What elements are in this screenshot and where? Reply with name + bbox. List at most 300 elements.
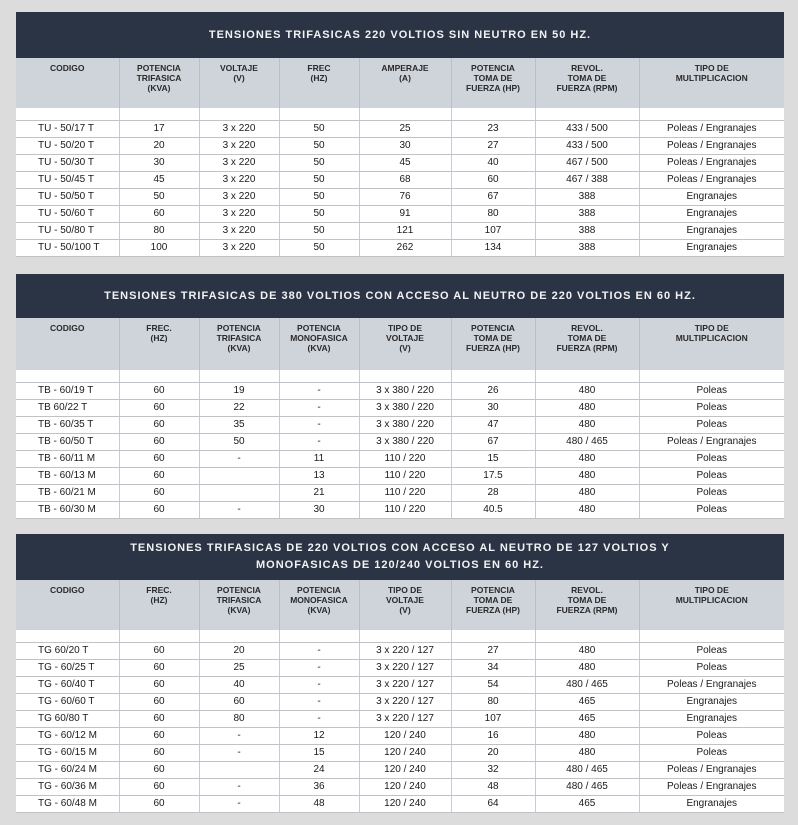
model-code-cell: TG 60/20 T bbox=[16, 643, 119, 660]
table-cell: 50 bbox=[279, 172, 359, 189]
table-cell: 3 x 380 / 220 bbox=[359, 383, 451, 400]
spacer-cell bbox=[16, 108, 119, 121]
column-header-line: TIPO DE bbox=[694, 63, 729, 73]
column-header-line: TRIFASICA bbox=[136, 73, 182, 83]
column-header-line: POTENCIA bbox=[217, 585, 261, 595]
table-cell: 60 bbox=[119, 728, 199, 745]
table-cell: 45 bbox=[359, 155, 451, 172]
table-row bbox=[16, 206, 784, 223]
table-cell: 60 bbox=[119, 762, 199, 779]
table-cell: - bbox=[279, 643, 359, 660]
column-header-line: (V) bbox=[233, 73, 245, 83]
table-row bbox=[16, 485, 784, 502]
column-header-line: FREC bbox=[307, 63, 331, 73]
model-code-cell: TU - 50/45 T bbox=[16, 172, 119, 189]
column-header-line: REVOL. bbox=[571, 323, 603, 333]
table-cell: 388 bbox=[535, 206, 639, 223]
table-cell: 3 x 380 / 220 bbox=[359, 434, 451, 451]
model-code-cell: TU - 50/17 T bbox=[16, 121, 119, 138]
table-cell: 16 bbox=[451, 728, 535, 745]
table-cell: 67 bbox=[451, 189, 535, 206]
table-cell: 50 bbox=[279, 121, 359, 138]
column-header-line: FUERZA (HP) bbox=[466, 343, 520, 353]
table-row bbox=[16, 728, 784, 745]
table-cell: - bbox=[199, 451, 279, 468]
table-row bbox=[16, 155, 784, 172]
model-code-cell: TU - 50/20 T bbox=[16, 138, 119, 155]
column-header bbox=[199, 318, 279, 370]
table-cell: 19 bbox=[199, 383, 279, 400]
spacer-cell bbox=[451, 108, 535, 121]
spacer-cell bbox=[639, 108, 784, 121]
column-header-line: MONOFASICA bbox=[290, 595, 348, 605]
table-cell: 40.5 bbox=[451, 502, 535, 519]
table-cell: 3 x 220 bbox=[199, 138, 279, 155]
table-cell: - bbox=[199, 779, 279, 796]
table-cell: Poleas bbox=[639, 660, 784, 677]
column-header-line: (V) bbox=[399, 343, 411, 353]
table-cell: 60 bbox=[119, 417, 199, 434]
column-header-line: FUERZA (HP) bbox=[466, 83, 520, 93]
table-cell: Poleas bbox=[639, 451, 784, 468]
model-code-cell: TG - 60/36 M bbox=[16, 779, 119, 796]
table-cell: 60 bbox=[119, 383, 199, 400]
column-header-line: VOLTAJE bbox=[220, 63, 258, 73]
column-header-line: TOMA DE bbox=[567, 333, 607, 343]
table-cell: 34 bbox=[451, 660, 535, 677]
table-cell: 30 bbox=[359, 138, 451, 155]
column-header bbox=[16, 58, 119, 108]
column-header-line: (V) bbox=[399, 605, 411, 615]
spec-table bbox=[16, 580, 784, 813]
table-cell: Poleas / Engranajes bbox=[639, 172, 784, 189]
table-title-line-2: MONOFASICAS DE 120/240 VOLTIOS EN 60 HZ. bbox=[256, 559, 544, 571]
table-cell: 60 bbox=[199, 694, 279, 711]
column-header bbox=[535, 58, 639, 108]
column-header bbox=[451, 318, 535, 370]
table-cell: 50 bbox=[279, 138, 359, 155]
table-cell: 60 bbox=[119, 779, 199, 796]
table-cell: 22 bbox=[199, 400, 279, 417]
table-cell: 388 bbox=[535, 189, 639, 206]
spacer-cell bbox=[16, 630, 119, 643]
column-header-line: FUERZA (RPM) bbox=[556, 605, 618, 615]
table-cell: 480 / 465 bbox=[535, 434, 639, 451]
table-row bbox=[16, 172, 784, 189]
table-cell: 480 bbox=[535, 485, 639, 502]
column-header bbox=[359, 58, 451, 108]
table-cell: 3 x 220 / 127 bbox=[359, 643, 451, 660]
column-header-line: VOLTAJE bbox=[386, 595, 424, 605]
table-row bbox=[16, 796, 784, 813]
table-cell: 25 bbox=[359, 121, 451, 138]
spacer-cell bbox=[639, 370, 784, 383]
column-header-line: FREC. bbox=[146, 585, 172, 595]
table-cell: 480 bbox=[535, 728, 639, 745]
column-header bbox=[279, 58, 359, 108]
table-row bbox=[16, 121, 784, 138]
table-cell: 480 bbox=[535, 502, 639, 519]
table-row bbox=[16, 138, 784, 155]
table-cell: 480 bbox=[535, 383, 639, 400]
column-header-line: TIPO DE bbox=[387, 323, 422, 333]
column-header-line: POTENCIA bbox=[137, 63, 181, 73]
column-header-line: TOMA DE bbox=[473, 73, 513, 83]
table-cell: 60 bbox=[119, 451, 199, 468]
column-header-line: (KVA) bbox=[307, 343, 331, 353]
table-title bbox=[16, 534, 784, 580]
table-row bbox=[16, 711, 784, 728]
table-row bbox=[16, 400, 784, 417]
table-cell: 3 x 220 bbox=[199, 155, 279, 172]
table-cell: - bbox=[199, 745, 279, 762]
table-cell: Poleas / Engranajes bbox=[639, 121, 784, 138]
model-code-cell: TG - 60/25 T bbox=[16, 660, 119, 677]
table-cell: 68 bbox=[359, 172, 451, 189]
model-code-cell: TG - 60/40 T bbox=[16, 677, 119, 694]
table-cell: Engranajes bbox=[639, 223, 784, 240]
column-header-line: (KVA) bbox=[227, 605, 251, 615]
model-code-cell: TB - 60/13 M bbox=[16, 468, 119, 485]
column-header-line: POTENCIA bbox=[471, 63, 515, 73]
table-cell: 465 bbox=[535, 796, 639, 813]
table-cell: 134 bbox=[451, 240, 535, 257]
table-title-line-1: TENSIONES TRIFASICAS DE 220 VOLTIOS CON ACCESO AL NEUTRO DE 127 VOLTIOS Y bbox=[130, 542, 670, 554]
table-cell: Poleas bbox=[639, 728, 784, 745]
column-header-line: POTENCIA bbox=[471, 585, 515, 595]
table-cell: 60 bbox=[119, 711, 199, 728]
spacer-cell bbox=[199, 630, 279, 643]
table-cell: Engranajes bbox=[639, 694, 784, 711]
table-cell: 480 bbox=[535, 660, 639, 677]
table-cell: 3 x 220 bbox=[199, 206, 279, 223]
column-header-line: (A) bbox=[399, 73, 411, 83]
model-code-cell: TB - 60/50 T bbox=[16, 434, 119, 451]
spacer-cell bbox=[279, 630, 359, 643]
table-cell: 107 bbox=[451, 711, 535, 728]
table-cell: 50 bbox=[279, 240, 359, 257]
table-spacer-row bbox=[16, 108, 784, 121]
table-cell: - bbox=[199, 796, 279, 813]
column-header-line: MULTIPLICACION bbox=[675, 595, 748, 605]
column-header-line: (KVA) bbox=[307, 605, 331, 615]
table-row bbox=[16, 745, 784, 762]
column-header-line: REVOL. bbox=[571, 585, 603, 595]
table-cell: 25 bbox=[199, 660, 279, 677]
column-header-line: POTENCIA bbox=[471, 323, 515, 333]
table-row bbox=[16, 502, 784, 519]
table-cell: Poleas bbox=[639, 745, 784, 762]
column-header-line: CODIGO bbox=[50, 323, 85, 333]
column-header-line: MULTIPLICACION bbox=[675, 333, 748, 343]
table-cell: 40 bbox=[451, 155, 535, 172]
column-header bbox=[199, 580, 279, 630]
column-header bbox=[451, 580, 535, 630]
column-header-line: MONOFASICA bbox=[290, 333, 348, 343]
column-header bbox=[119, 58, 199, 108]
model-code-cell: TB - 60/11 M bbox=[16, 451, 119, 468]
table-cell bbox=[199, 468, 279, 485]
column-header-line: CODIGO bbox=[50, 585, 85, 595]
table-title bbox=[16, 12, 784, 58]
spacer-cell bbox=[451, 370, 535, 383]
table-row bbox=[16, 694, 784, 711]
model-code-cell: TG - 60/12 M bbox=[16, 728, 119, 745]
column-header-line: FUERZA (HP) bbox=[466, 605, 520, 615]
table-cell: 76 bbox=[359, 189, 451, 206]
table-cell: 480 / 465 bbox=[535, 762, 639, 779]
table-row bbox=[16, 451, 784, 468]
table-row bbox=[16, 417, 784, 434]
spacer-cell bbox=[119, 108, 199, 121]
table-cell: 480 bbox=[535, 417, 639, 434]
table-block-380v-60hz bbox=[16, 274, 784, 519]
table-cell: 60 bbox=[119, 745, 199, 762]
table-cell: 60 bbox=[119, 206, 199, 223]
table-cell: 121 bbox=[359, 223, 451, 240]
column-header bbox=[535, 580, 639, 630]
table-cell: - bbox=[279, 711, 359, 728]
table-row bbox=[16, 660, 784, 677]
spacer-cell bbox=[359, 370, 451, 383]
column-header bbox=[279, 580, 359, 630]
column-header-line: TOMA DE bbox=[473, 333, 513, 343]
spacer-cell bbox=[359, 630, 451, 643]
column-header-line: FUERZA (RPM) bbox=[556, 343, 618, 353]
table-cell: - bbox=[279, 383, 359, 400]
table-cell: 110 / 220 bbox=[359, 468, 451, 485]
model-code-cell: TU - 50/80 T bbox=[16, 223, 119, 240]
model-code-cell: TG 60/80 T bbox=[16, 711, 119, 728]
column-header-line: POTENCIA bbox=[297, 323, 341, 333]
table-block-220v-127v-60hz bbox=[16, 534, 784, 813]
spacer-cell bbox=[451, 630, 535, 643]
column-header-line: TRIFASICA bbox=[216, 333, 262, 343]
spacer-cell bbox=[639, 630, 784, 643]
table-cell: 388 bbox=[535, 240, 639, 257]
column-header bbox=[199, 58, 279, 108]
table-cell: 465 bbox=[535, 694, 639, 711]
model-code-cell: TB - 60/35 T bbox=[16, 417, 119, 434]
table-cell: 60 bbox=[119, 400, 199, 417]
table-cell: 32 bbox=[451, 762, 535, 779]
column-header bbox=[639, 58, 784, 108]
table-cell: - bbox=[279, 417, 359, 434]
table-cell: 3 x 220 bbox=[199, 223, 279, 240]
model-code-cell: TU - 50/100 T bbox=[16, 240, 119, 257]
model-code-cell: TB - 60/21 M bbox=[16, 485, 119, 502]
model-code-cell: TB - 60/30 M bbox=[16, 502, 119, 519]
table-cell: 60 bbox=[119, 694, 199, 711]
table-cell: 120 / 240 bbox=[359, 745, 451, 762]
table-cell: 3 x 220 / 127 bbox=[359, 677, 451, 694]
table-cell: 480 / 465 bbox=[535, 779, 639, 796]
column-header-line: (HZ) bbox=[310, 73, 328, 83]
table-cell: - bbox=[279, 400, 359, 417]
table-title-text: TENSIONES TRIFASICAS DE 380 VOLTIOS CON ACCESO AL NEUTRO DE 220 VOLTIOS EN 60 HZ. bbox=[104, 289, 696, 302]
table-cell: 11 bbox=[279, 451, 359, 468]
column-header-line: (KVA) bbox=[147, 83, 171, 93]
table-cell: 50 bbox=[279, 206, 359, 223]
table-cell: 3 x 220 bbox=[199, 172, 279, 189]
column-header bbox=[359, 580, 451, 630]
table-cell: 24 bbox=[279, 762, 359, 779]
table-row bbox=[16, 643, 784, 660]
table-title-text: TENSIONES TRIFASICAS 220 VOLTIOS SIN NEUTRO EN 50 HZ. bbox=[208, 28, 592, 41]
table-cell: 17.5 bbox=[451, 468, 535, 485]
table-cell: 262 bbox=[359, 240, 451, 257]
table-cell: 30 bbox=[279, 502, 359, 519]
table-cell: 388 bbox=[535, 223, 639, 240]
table-cell: Poleas bbox=[639, 502, 784, 519]
table-cell: 40 bbox=[199, 677, 279, 694]
model-code-cell: TB 60/22 T bbox=[16, 400, 119, 417]
table-cell: 17 bbox=[119, 121, 199, 138]
model-code-cell: TG - 60/15 M bbox=[16, 745, 119, 762]
spacer-cell bbox=[199, 108, 279, 121]
table-cell: 48 bbox=[451, 779, 535, 796]
table-cell: 67 bbox=[451, 434, 535, 451]
column-header-line: (KVA) bbox=[227, 343, 251, 353]
table-cell: 64 bbox=[451, 796, 535, 813]
table-cell: 110 / 220 bbox=[359, 502, 451, 519]
table-row bbox=[16, 779, 784, 796]
model-code-cell: TG - 60/48 M bbox=[16, 796, 119, 813]
column-header bbox=[639, 318, 784, 370]
table-cell: 3 x 380 / 220 bbox=[359, 400, 451, 417]
model-code-cell: TG - 60/24 M bbox=[16, 762, 119, 779]
table-cell: 20 bbox=[451, 745, 535, 762]
column-header-line: AMPERAJE bbox=[381, 63, 429, 73]
table-cell: 480 bbox=[535, 643, 639, 660]
table-cell: 80 bbox=[199, 711, 279, 728]
table-cell: 465 bbox=[535, 711, 639, 728]
table-cell: 120 / 240 bbox=[359, 796, 451, 813]
column-header-line: FUERZA (RPM) bbox=[556, 83, 618, 93]
spacer-cell bbox=[199, 370, 279, 383]
table-cell: 50 bbox=[119, 189, 199, 206]
table-cell: - bbox=[199, 502, 279, 519]
column-header bbox=[451, 58, 535, 108]
table-cell: - bbox=[279, 677, 359, 694]
table-cell: 13 bbox=[279, 468, 359, 485]
spacer-cell bbox=[535, 630, 639, 643]
table-cell: 15 bbox=[451, 451, 535, 468]
spacer-cell bbox=[16, 370, 119, 383]
table-cell bbox=[199, 762, 279, 779]
table-spacer-row bbox=[16, 370, 784, 383]
column-header-line: VOLTAJE bbox=[386, 333, 424, 343]
table-cell: 48 bbox=[279, 796, 359, 813]
table-cell: 3 x 220 / 127 bbox=[359, 660, 451, 677]
table-cell: 35 bbox=[199, 417, 279, 434]
table-cell: 20 bbox=[119, 138, 199, 155]
column-header-line: POTENCIA bbox=[297, 585, 341, 595]
column-header bbox=[16, 580, 119, 630]
table-cell: Engranajes bbox=[639, 206, 784, 223]
table-cell: 480 bbox=[535, 400, 639, 417]
table-cell: 36 bbox=[279, 779, 359, 796]
table-row bbox=[16, 434, 784, 451]
table-cell: Poleas / Engranajes bbox=[639, 762, 784, 779]
table-cell: 107 bbox=[451, 223, 535, 240]
table-cell: Engranajes bbox=[639, 240, 784, 257]
table-cell: 60 bbox=[119, 468, 199, 485]
table-row bbox=[16, 240, 784, 257]
table-cell: 47 bbox=[451, 417, 535, 434]
spacer-cell bbox=[119, 370, 199, 383]
table-cell: 80 bbox=[451, 206, 535, 223]
model-code-cell: TU - 50/50 T bbox=[16, 189, 119, 206]
column-header bbox=[639, 580, 784, 630]
table-cell: 3 x 220 / 127 bbox=[359, 694, 451, 711]
table-cell bbox=[199, 485, 279, 502]
table-cell: Poleas bbox=[639, 417, 784, 434]
model-code-cell: TG - 60/60 T bbox=[16, 694, 119, 711]
table-cell: 50 bbox=[199, 434, 279, 451]
table-cell: 28 bbox=[451, 485, 535, 502]
column-header bbox=[119, 318, 199, 370]
model-code-cell: TU - 50/30 T bbox=[16, 155, 119, 172]
table-cell: 433 / 500 bbox=[535, 121, 639, 138]
table-cell: 15 bbox=[279, 745, 359, 762]
table-cell: 45 bbox=[119, 172, 199, 189]
table-cell: 3 x 220 bbox=[199, 189, 279, 206]
table-cell: 480 bbox=[535, 451, 639, 468]
column-header bbox=[119, 580, 199, 630]
column-header-line: POTENCIA bbox=[217, 323, 261, 333]
table-cell: - bbox=[279, 694, 359, 711]
spacer-cell bbox=[535, 108, 639, 121]
table-row bbox=[16, 677, 784, 694]
table-cell: 80 bbox=[119, 223, 199, 240]
table-cell: - bbox=[279, 434, 359, 451]
table-cell: 60 bbox=[119, 643, 199, 660]
table-title bbox=[16, 274, 784, 318]
table-cell: 91 bbox=[359, 206, 451, 223]
table-cell: 80 bbox=[451, 694, 535, 711]
column-header bbox=[535, 318, 639, 370]
column-header-line: TOMA DE bbox=[567, 73, 607, 83]
spacer-cell bbox=[535, 370, 639, 383]
table-cell: Poleas bbox=[639, 468, 784, 485]
column-header-line: (HZ) bbox=[150, 333, 168, 343]
table-cell: Poleas / Engranajes bbox=[639, 434, 784, 451]
table-cell: Engranajes bbox=[639, 796, 784, 813]
table-cell: 3 x 380 / 220 bbox=[359, 417, 451, 434]
table-cell: 50 bbox=[279, 155, 359, 172]
column-header bbox=[16, 318, 119, 370]
table-cell: - bbox=[279, 660, 359, 677]
table-cell: 60 bbox=[451, 172, 535, 189]
column-header-line: FREC. bbox=[146, 323, 172, 333]
table-cell: Engranajes bbox=[639, 189, 784, 206]
table-cell: 433 / 500 bbox=[535, 138, 639, 155]
column-header bbox=[279, 318, 359, 370]
column-header-line: TIPO DE bbox=[694, 585, 729, 595]
table-cell: 30 bbox=[119, 155, 199, 172]
table-spacer-row bbox=[16, 630, 784, 643]
table-cell: 480 bbox=[535, 468, 639, 485]
table-cell: 23 bbox=[451, 121, 535, 138]
table-cell: 27 bbox=[451, 643, 535, 660]
table-row bbox=[16, 762, 784, 779]
model-code-cell: TU - 50/60 T bbox=[16, 206, 119, 223]
table-cell: 3 x 220 bbox=[199, 121, 279, 138]
table-cell: 60 bbox=[119, 677, 199, 694]
column-header-line: TRIFASICA bbox=[216, 595, 262, 605]
table-cell: 21 bbox=[279, 485, 359, 502]
